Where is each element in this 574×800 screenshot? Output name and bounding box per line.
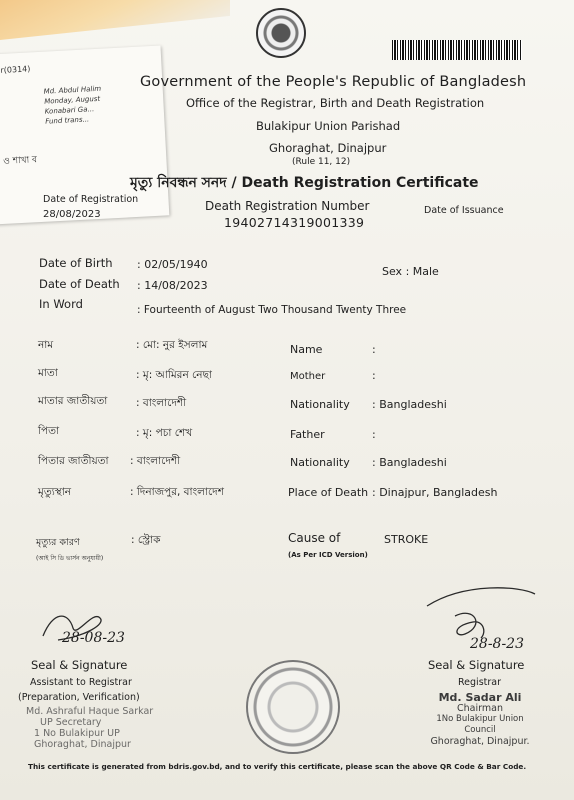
father-nationality-en-value: : Bangladeshi <box>372 456 447 469</box>
mother-nationality-en-value: : Bangladeshi <box>372 398 447 411</box>
father-bn-label: পিতা <box>38 425 60 437</box>
mother-nationality-bn-value: : বাংলাদেশী <box>136 397 187 409</box>
official-seal-icon <box>246 660 340 754</box>
government-heading: Government of the People's Republic of Bangladesh <box>140 74 527 90</box>
place-of-death-bn-label: মৃত্যুস্থান <box>38 486 72 498</box>
slip-line: Konabari Ga... <box>44 105 95 116</box>
right-signature-date: 28-8-23 <box>470 636 524 652</box>
slip-line: Md. Abdul Halim <box>43 84 102 96</box>
date-of-registration-value: 28/08/2023 <box>43 209 101 220</box>
slip-line: Fund trans... <box>45 115 90 126</box>
mother-bn-label: মাতা <box>38 367 58 379</box>
name-en-value: : <box>372 343 376 356</box>
left-role: Assistant to Registrar <box>30 677 132 688</box>
cause-en-label: Cause of <box>288 531 341 545</box>
father-en-label: Father <box>290 428 325 441</box>
inword-label: In Word <box>39 297 83 311</box>
office-heading: Office of the Registrar, Birth and Death Registration <box>186 96 485 110</box>
mother-nationality-bn-label: মাতার জাতীয়তা <box>38 395 108 407</box>
left-role-sub: (Preparation, Verification) <box>18 692 140 703</box>
dod-label: Date of Death <box>39 277 120 291</box>
name-bn-label: নাম <box>38 339 54 351</box>
registration-number-value: 19402714319001339 <box>224 215 365 230</box>
place-of-death-en-value: : Dinajpur, Bangladesh <box>372 486 498 499</box>
slip-line: Monday, August <box>44 94 101 106</box>
left-stamp-line: Md. Ashraful Haque Sarkar <box>26 706 154 717</box>
barcode-icon <box>392 40 522 60</box>
left-stamp-line: Ghoraghat, Dinajpur <box>34 739 131 750</box>
place-of-death-bn-value: : দিনাজপুর, বাংলাদেশ <box>130 486 224 498</box>
background-paper-corner <box>0 0 230 40</box>
right-stamp-line: Chairman <box>457 703 503 714</box>
government-emblem-icon <box>256 8 306 58</box>
father-bn-value: : মৃ: পচা শেখ <box>136 427 193 439</box>
father-en-value: : <box>372 428 376 441</box>
cause-en-note: (As Per ICD Version) <box>288 551 368 559</box>
location-heading: Ghoraghat, Dinajpur <box>269 141 387 155</box>
sex-value: Sex : Male <box>382 265 439 278</box>
mother-bn-value: : মৃ: আমিরন নেছা <box>136 369 212 381</box>
right-stamp-line: 1No Bulakipur Union Council <box>436 714 524 735</box>
father-nationality-en-label: Nationality <box>290 456 350 469</box>
dob-label: Date of Birth <box>39 256 113 270</box>
union-heading: Bulakipur Union Parishad <box>256 119 401 133</box>
mother-en-label: Mother <box>290 371 326 382</box>
rule-reference: (Rule 11, 12) <box>292 157 351 167</box>
date-of-registration-label: Date of Registration <box>43 194 139 205</box>
mother-nationality-en-label: Nationality <box>290 398 350 411</box>
right-role: Registrar <box>458 677 501 688</box>
slip-bn-text: ও শাখা ব <box>3 155 38 167</box>
date-of-issuance-label: Date of Issuance <box>424 205 504 216</box>
right-seal-title: Seal & Signature <box>428 658 525 672</box>
certificate-title <box>130 171 479 195</box>
left-seal-title: Seal & Signature <box>31 658 128 672</box>
cause-bn-value: : স্ট্রোক <box>131 534 161 546</box>
cause-bn-label: মৃত্যুর কারণ <box>36 537 80 548</box>
place-of-death-en-label: Place of Death <box>288 486 369 499</box>
cause-en-value: STROKE <box>384 533 429 546</box>
inword-value: : Fourteenth of August Two Thousand Twenty Three <box>137 304 407 316</box>
dob-value: : 02/05/1940 <box>137 258 208 271</box>
title-english: Death Registration Certificate <box>241 175 479 191</box>
left-stamp-line: 1 No Bulakipur UP <box>34 728 120 739</box>
left-signature-date: 28-08-23 <box>62 630 125 646</box>
footer-note: This certificate is generated from bdris.gov.bd, and to verify this certificate, please scan the above QR Code & Bar Code. <box>28 762 527 771</box>
registration-number-label: Death Registration Number <box>205 199 370 213</box>
right-stamp-line: Md. Sadar Ali <box>438 691 522 704</box>
mother-en-value: : <box>372 369 376 382</box>
slip-code: r(0314) <box>0 64 31 75</box>
left-stamp <box>26 706 153 750</box>
name-en-label: Name <box>290 343 323 356</box>
cause-bn-note: (আই সি ডি ভার্সন অনুযায়ী) <box>36 555 104 562</box>
right-stamp <box>420 692 540 747</box>
name-bn-value: : মো: নুর ইসলাম <box>136 339 208 351</box>
father-nationality-bn-label: পিতার জাতীয়তা <box>38 455 109 467</box>
father-nationality-bn-value: : বাংলাদেশী <box>130 455 181 467</box>
right-stamp-line: Ghoraghat, Dinajpur. <box>430 736 530 747</box>
title-bengali: মৃত্যু নিবন্ধন সনদ / <box>130 175 237 191</box>
dod-value: : 14/08/2023 <box>137 279 208 292</box>
left-stamp-line: UP Secretary <box>40 717 102 728</box>
